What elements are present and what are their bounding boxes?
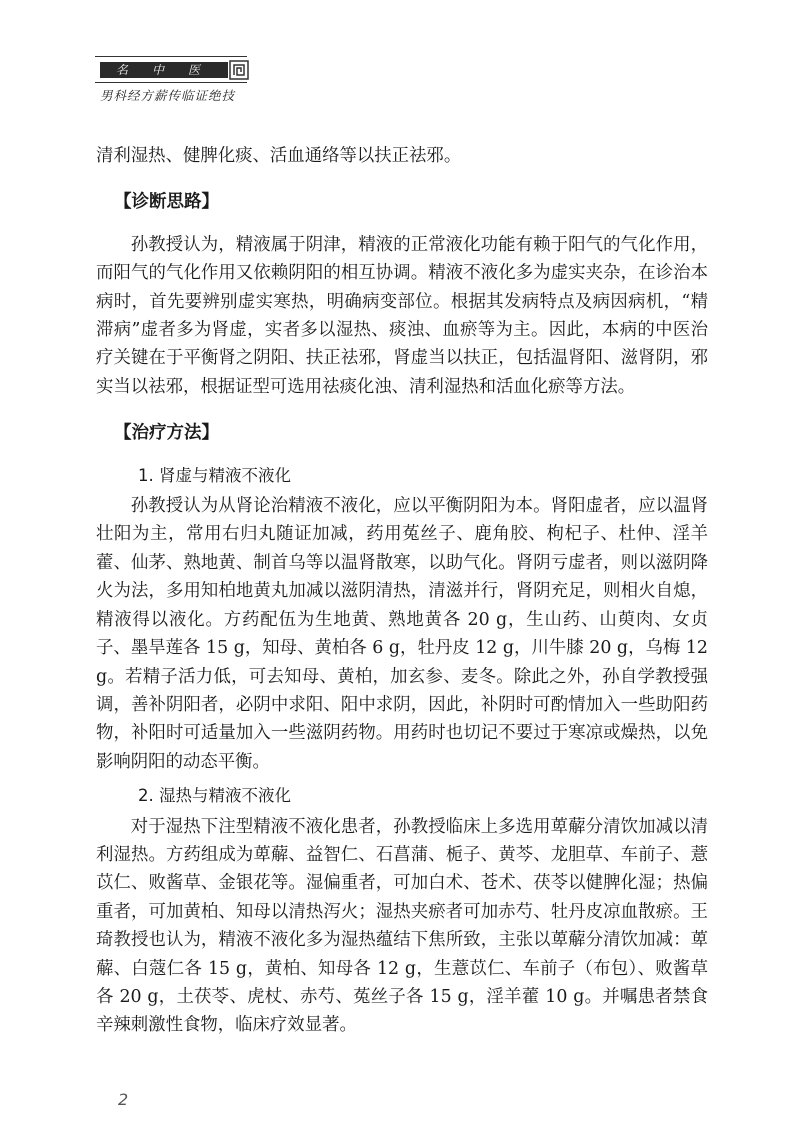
subsection-heading-damp-heat: 2. 湿热与精液不液化: [138, 786, 291, 806]
header-rule-top: [95, 56, 247, 57]
series-subtitle: 男科经方薪传临证绝技: [100, 88, 236, 103]
section-heading-diagnosis: 【诊断思路】: [114, 192, 219, 213]
series-title-banner: 名中医: [100, 62, 228, 78]
intro-paragraph: 清利湿热、健脾化痰、活血通络等以扶正祛邪。: [96, 146, 462, 166]
kidney-deficiency-paragraph: 孙教授认为从肾论治精液不液化，应以平衡阴阳为本。肾阳虚者，应以温肾壮阳为主，常用右归丸随证加减，药用菟丝子、鹿角胶、枸杞子、杜仲、淫羊藿、仙茅、熟地黄、制首乌等以温肾散寒，以助气化。肾阴亏虚者，则以滋阴降火为法，多用知柏地黄丸加减以滋阴清热，清滋并行，肾阴充足，则相火自熄，精液得以液化。方药配伍为生地黄、熟地黄各 20 g，生山药、山萸肉、女贞子、墨旱莲各 15 g，知母、黄柏各 6 g，牡丹皮 12 g，川牛膝 20 g，乌梅 12 g。若精子活力低，可去知母、黄柏，加玄参、麦冬。除此之外，孙自学教授强调，善补阴阳者，必阴中求阳、阳中求阴，因此，补阴时可酌情加入一些助阳药物，补阳时可适量加入一些滋阴药物。用药时也切记不要过于寒凉或燥热，以免影响阴阳的动态平衡。: [96, 496, 708, 772]
page-number: 2: [118, 1090, 129, 1109]
subsection-heading-kidney-deficiency: 1. 肾虚与精液不液化: [138, 465, 291, 485]
page-body: [96, 142, 708, 1040]
diagnosis-paragraph: 孙教授认为，精液属于阴津，精液的正常液化功能有赖于阳气的气化作用，而阳气的气化作用又依赖阴阳的相互协调。精液不液化多为虚实夹杂，在诊治本病时，首先要辨别虚实寒热，明确病变部位。根据其发病特点及病因病机，“精滞病”虚者多为肾虚，实者多以湿热、痰浊、血瘀等为主。因此，本病的中医治疗关键在于平衡肾之阴阳、扶正祛邪，肾虚当以扶正，包括温肾阳、滋肾阴，邪实当以祛邪，根据证型可选用祛痰化浊、清利湿热和活血化瘀等方法。: [96, 234, 708, 397]
header-rule-bottom: [95, 82, 247, 83]
damp-heat-paragraph: 对于湿热下注型精液不液化患者，孙教授临床上多选用萆薢分清饮加减以清利湿热。方药组成为萆薢、益智仁、石菖蒲、栀子、黄芩、龙胆草、车前子、薏苡仁、败酱草、金银花等。湿偏重者，可加白术、苍术、茯苓以健脾化湿；热偏重者，可加黄柏、知母以清热泻火；湿热夹瘀者可加赤芍、牡丹皮凉血散瘀。王琦教授也认为，精液不液化多为湿热蕴结下焦所致，主张以萆薢分清饮加减：萆薢、白蔻仁各 15 g，黄柏、知母各 12 g，生薏苡仁、车前子（布包）、败酱草各 20 g，土茯苓、虎杖、赤芍、菟丝子各 15 g，淫羊藿 10 g。并嘱患者禁食辛辣刺激性食物，临床疗效显著。: [96, 816, 708, 1036]
section-heading-treatment: 【治疗方法】: [114, 423, 219, 444]
running-header: [0, 0, 800, 120]
meander-ornament-icon: [229, 60, 249, 80]
